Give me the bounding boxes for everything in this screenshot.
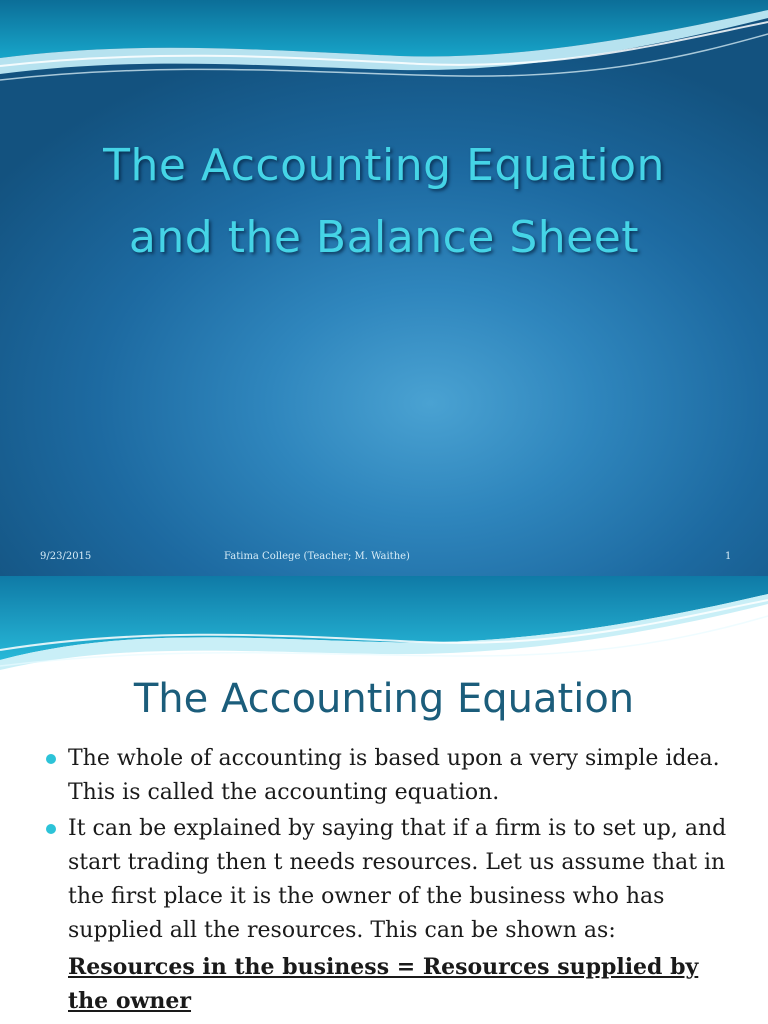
- slide-title-line-2: and the Balance Sheet: [128, 212, 640, 263]
- footer-date: 9/23/2015: [40, 551, 92, 562]
- equation-statement: Resources in the business = Resources supplied by the owner: [68, 954, 699, 1014]
- bullet-dot-icon: [46, 824, 56, 834]
- content-slide: [0, 576, 768, 1024]
- bullet-dot-icon: [46, 754, 56, 764]
- slide-title-line-1: The Accounting Equation: [103, 140, 665, 191]
- slide-heading: The Accounting Equation: [133, 676, 635, 722]
- footer-author: Fatima College (Teacher; M. Waithe): [224, 551, 410, 562]
- wave-decoration-top: [0, 0, 768, 90]
- bullet-item: [44, 742, 744, 810]
- slide-title: [0, 130, 768, 274]
- bullet-text: The whole of accounting is based upon a very simple idea. This is called the accounting equation.: [68, 746, 720, 805]
- footer-page-number: 1: [725, 551, 732, 562]
- bullet-text: It can be explained by saying that if a firm is to set up, and start trading then t needs resources. Let us assume that in the first place it is the owner of the business who has supplied all the resources. This can be shown as:: [68, 816, 727, 943]
- bullet-item: [44, 812, 744, 948]
- wave-decoration-top: [0, 576, 768, 671]
- slide-body: [44, 742, 744, 1018]
